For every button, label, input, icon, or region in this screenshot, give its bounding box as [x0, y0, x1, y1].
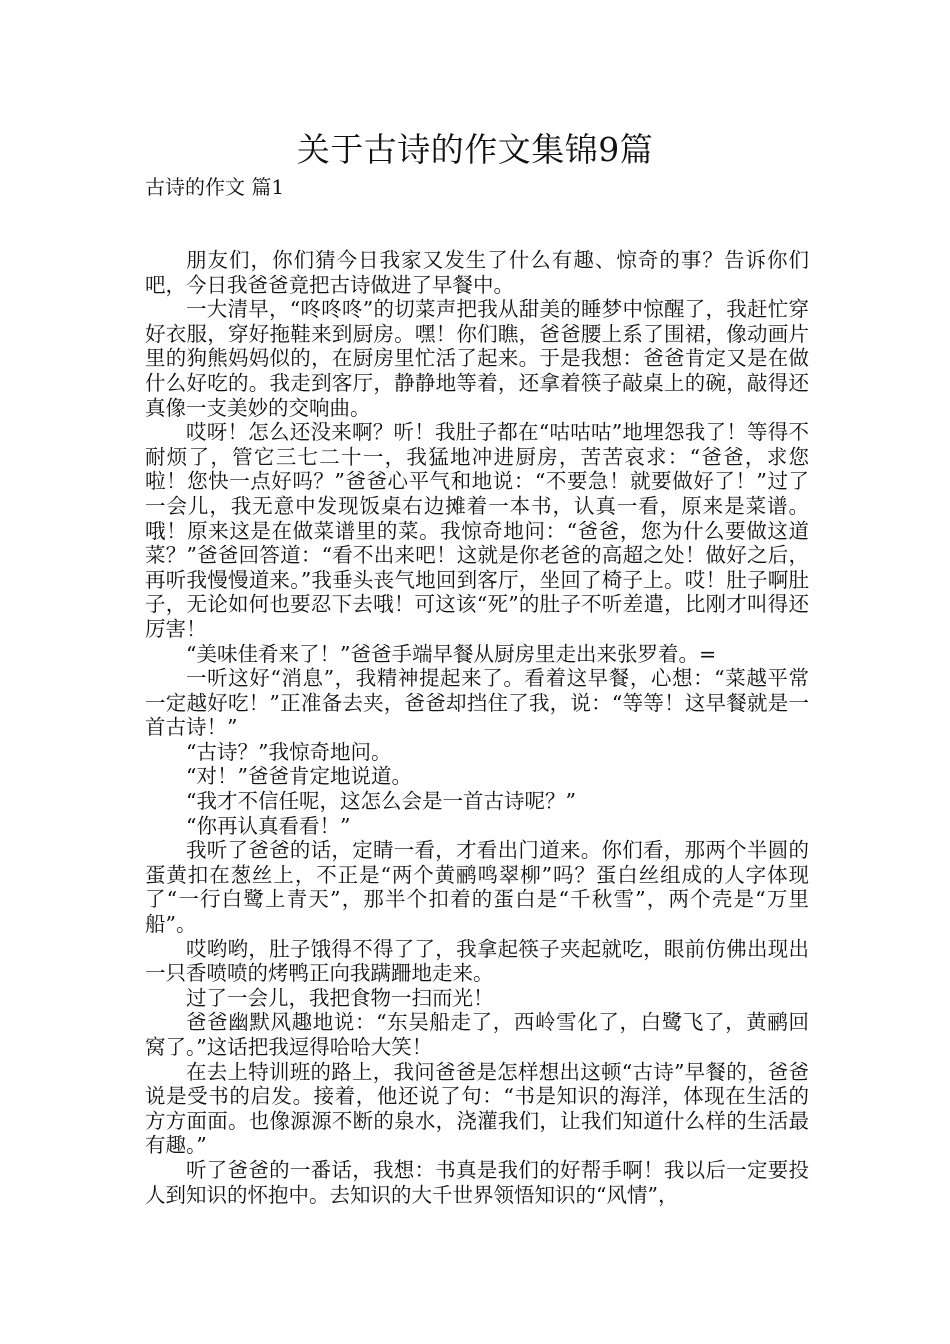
paragraph: 哎哟哟，肚子饿得不得了了，我拿起筷子夹起就吃，眼前仿佛出现出一只香喷喷的烤鸭正向我蹒跚地走来。	[145, 936, 809, 986]
paragraph: 哎呀！怎么还没来啊？听！我肚子都在“咕咕咕”地埋怨我了！等得不耐烦了，管它三七二十一，我猛地冲进厨房，苦苦哀求：“爸爸，求您啦！您快一点好吗？”爸爸心平气和地说：“不要急！就要做好了！”过了一会儿，我无意中发现饭桌右边摊着一本书，认真一看，原来是菜谱。哦！原来这是在做菜谱里的菜。我惊奇地问：“爸爸，您为什么要做这道菜？”爸爸回答道：“看不出来吧！这就是你老爸的高超之处！做好之后，再听我慢慢道来。”我垂头丧气地回到客厅，坐回了椅子上。哎！肚子啊肚子，无论如何也要忍下去哦！可这该“死”的肚子不听差遣，比刚才叫得还厉害！	[145, 420, 809, 641]
paragraph: 一大清早，“咚咚咚”的切菜声把我从甜美的睡梦中惊醒了，我赶忙穿好衣服，穿好拖鞋来到厨房。嘿！你们瞧，爸爸腰上系了围裙，像动画片里的狗熊妈妈似的，在厨房里忙活了起来。于是我想：爸爸肯定又是在做什么好吃的。我走到客厅，静静地等着，还拿着筷子敲桌上的碗，敲得还真像一支美妙的交响曲。	[145, 297, 809, 420]
paragraph: 听了爸爸的一番话，我想：书真是我们的好帮手啊！我以后一定要投人到知识的怀抱中。去知识的大千世界领悟知识的“风情”，	[145, 1157, 809, 1207]
document-body	[145, 248, 809, 1207]
paragraph: “对！”爸爸肯定地说道。	[186, 764, 412, 789]
paragraph: “我才不信任呢，这怎么会是一首古诗呢？”	[186, 789, 576, 814]
section-heading: 古诗的作文 篇1	[145, 175, 285, 199]
document-title: 关于古诗的作文集锦9篇	[296, 130, 654, 169]
paragraph: 朋友们，你们猜今日我家又发生了什么有趣、惊奇的事？告诉你们吧，今日我爸爸竟把古诗做进了早餐中。	[145, 248, 809, 297]
paragraph: 在去上特训班的路上，我问爸爸是怎样想出这顿“古诗”早餐的，爸爸说是受书的启发。接着，他还说了句：“书是知识的海洋，体现在生活的方方面面。也像源源不断的泉水，浇灌我们，让我们知道什么样的生活最有趣。”	[145, 1059, 809, 1158]
paragraph: 我听了爸爸的话，定睛一看，才看出门道来。你们看，那两个半圆的蛋黄扣在葱丝上，不正是“两个黄鹂鸣翠柳”吗？蛋白丝组成的人字体现了“一行白鹭上青天”，那半个扣着的蛋白是“千秋雪”，两个壳是“万里船”。	[145, 838, 809, 937]
paragraph: 过了一会儿，我把食物一扫而光！	[186, 985, 494, 1010]
paragraph: “美味佳肴来了！”爸爸手端早餐从厨房里走出来张罗着。=	[186, 641, 717, 666]
paragraph: 爸爸幽默风趣地说：“东吴船走了，西岭雪化了，白鹭飞了，黄鹂回窝了。”这话把我逗得哈哈大笑！	[145, 1010, 809, 1059]
paragraph: “你再认真看看！”	[186, 813, 351, 838]
paragraph: 一听这好“消息”，我精神提起来了。看着这早餐，心想：“菜越平常一定越好吃！”正准备去夹，爸爸却挡住了我，说：“等等！这早餐就是一首古诗！”	[145, 666, 809, 740]
paragraph: “古诗？”我惊奇地问。	[186, 739, 392, 764]
